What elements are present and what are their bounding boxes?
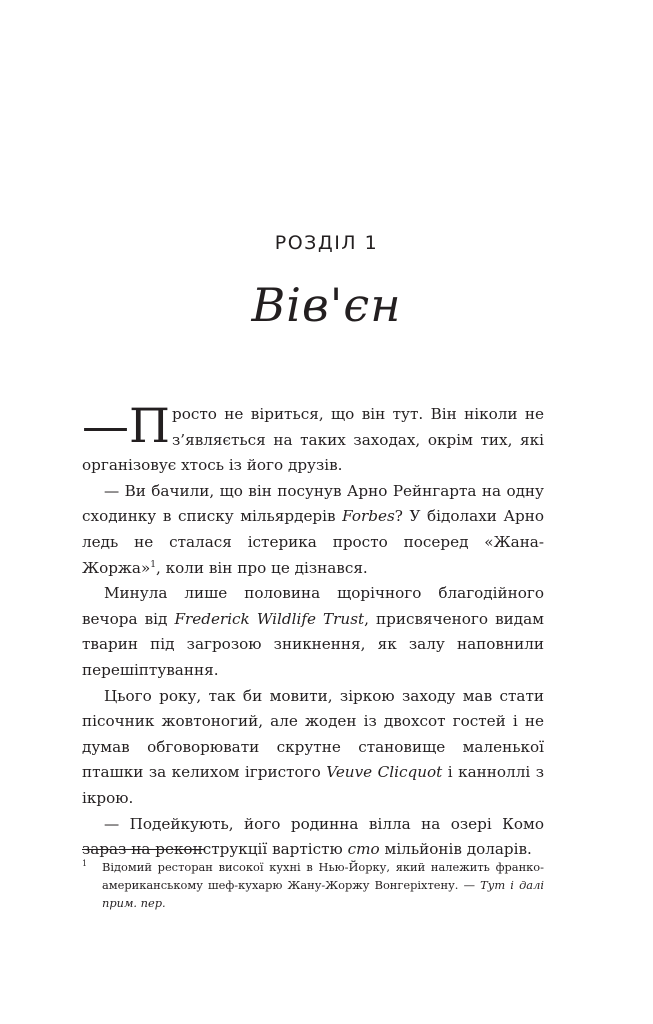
footnote-text: Відомий ресторан високої кухні в Нью-Йорку, який належить франко-американському шеф-кухарю Жану-Жоржу Вонгеріхтену. —: [102, 860, 544, 892]
footnote-number: 1: [82, 859, 88, 868]
footnote-emphasis: Тут і далі прим. пер.: [102, 878, 544, 910]
paragraph-text: , коли він про це дізнався.: [155, 558, 368, 577]
paragraph-3: [82, 581, 544, 683]
paragraph-text: Минула лише половина щорічного благодійного вечора від: [82, 584, 544, 628]
footnote-divider: [82, 849, 204, 850]
paragraph-2: [82, 479, 544, 581]
footnote-body: [102, 858, 544, 912]
chapter-title: Вів'єн: [251, 278, 402, 332]
paragraph-text: мільйонів доларів.: [379, 840, 532, 859]
footnote: [82, 858, 544, 912]
paragraph-4: [82, 684, 544, 812]
paragraph-text: росто не віриться, що він тут. Він ніколи не з’являється на таких заходах, окрім тих, які організовує хтось із його друзів.: [82, 405, 544, 475]
emphasis-text: Veuve Clicquot: [326, 763, 443, 782]
emphasis-text: Frederick Wildlife Trust: [174, 609, 365, 628]
footnote-reference[interactable]: 1: [150, 559, 156, 570]
paragraph-text: — Ви бачили, що він посунув Арно Рейнгарта на одну сходинку в списку мільярдерів: [82, 481, 544, 526]
emphasis-text: Forbes: [342, 507, 395, 526]
paragraph-1: [82, 399, 544, 479]
paragraph-text: Цього року, так би мовити, зіркою заходу мав стати пісочник жовтоногий, але жоден із двохсот гостей і не думав обговорювати скрутне становище маленької пташки за келихом ігристого: [82, 686, 544, 782]
chapter-label: РОЗДІЛ 1: [274, 232, 379, 254]
drop-cap: —П: [82, 399, 170, 454]
paragraph-5: [82, 812, 544, 863]
paragraph-text: , присвяченого видам тварин під загрозою зникнення, як залу наповнили перешіптування.: [82, 609, 544, 679]
paragraph-text: ? У бідолахи Арно ледь не сталася істерика просто посеред «Жана-Жоржа»: [82, 507, 544, 577]
paragraph-text: і канноллі з ікрою.: [82, 763, 544, 807]
emphasis-text: сто: [347, 840, 380, 859]
paragraph-text: — Подейкують, його родинна вілла на озері Комо зараз на реконструкції вартістю: [82, 814, 544, 859]
body-text: [82, 399, 544, 863]
